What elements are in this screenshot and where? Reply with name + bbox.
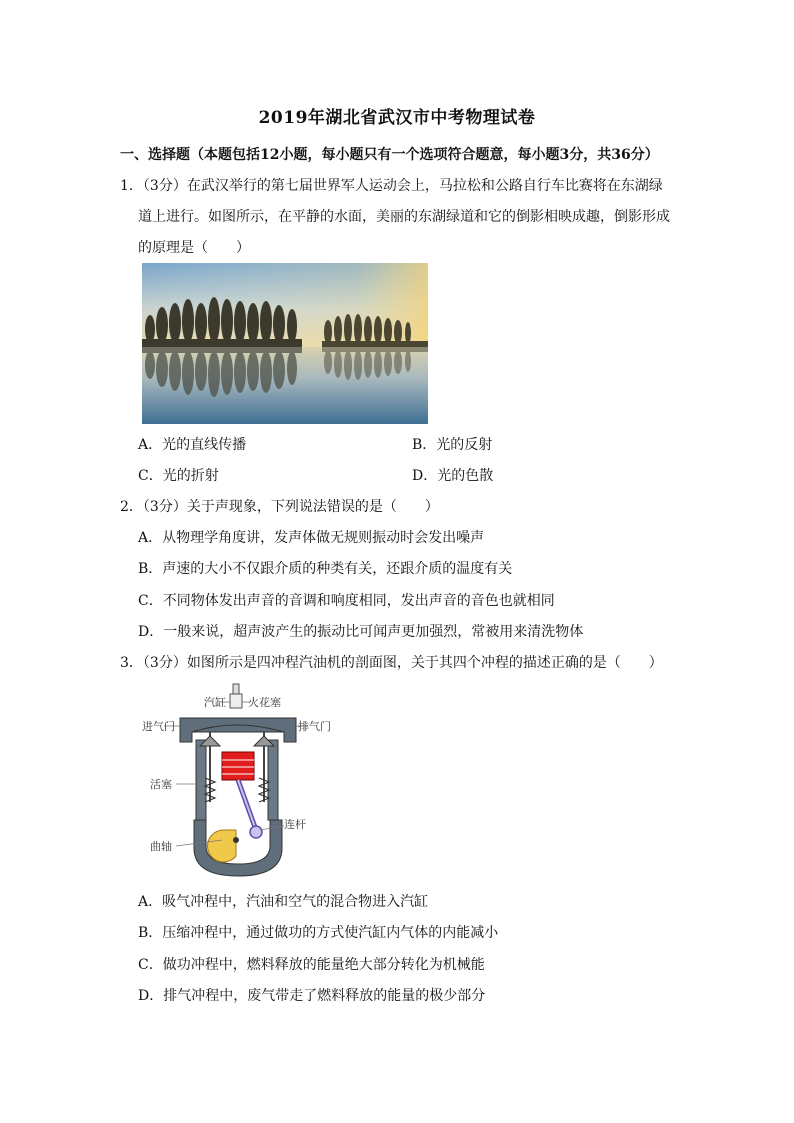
- section-heading: 一、选择题（本题包括12小题，每小题只有一个选项符合题意，每小题3分，共36分）: [120, 147, 659, 163]
- q1-line-1: 1．（3分）在武汉举行的第七届世界军人运动会上，马拉松和公路自行车比赛将在东湖绿: [120, 178, 663, 194]
- engine-diagram: [138, 680, 338, 880]
- q3-option-c: C．做功冲程中，燃料释放的能量绝大部分转化为机械能: [138, 957, 485, 973]
- q2-option-b: B．声速的大小不仅跟介质的种类有关，还跟介质的温度有关: [138, 561, 513, 577]
- q1-option-c: C．光的折射: [138, 468, 219, 484]
- q2-option-c: C．不同物体发出声音的音调和响度相同，发出声音的音色也就相同: [138, 593, 555, 609]
- label-intake-valve: 进气门: [142, 720, 175, 733]
- q2-option-a: A．从物理学角度讲，发声体做无规则振动时会发出噪声: [138, 530, 485, 546]
- q3-option-b: B．压缩冲程中，通过做功的方式使汽缸内气体的内能减小: [138, 925, 499, 941]
- q3-option-d: D．排气冲程中，废气带走了燃料释放的能量的极少部分: [138, 988, 486, 1004]
- lake-reflection-photo: [142, 263, 428, 424]
- q1-option-a: A．光的直线传播: [138, 437, 247, 453]
- q2-line-1: 2．（3分）关于声现象，下列说法错误的是（ ）: [120, 499, 439, 515]
- q3-option-a: A．吸气冲程中，汽油和空气的混合物进入汽缸: [138, 894, 429, 910]
- label-connecting-rod: 连杆: [284, 818, 306, 831]
- label-spark-plug: 火花塞: [248, 696, 281, 709]
- q1-option-d: D．光的色散: [412, 468, 494, 484]
- q1-line-3: 的原理是（ ）: [138, 240, 250, 256]
- q1-line-2: 道上进行。如图所示，在平静的水面，美丽的东湖绿道和它的倒影相映成趣，倒影形成: [138, 209, 670, 225]
- page-title: 2019年湖北省武汉市中考物理试卷: [258, 108, 536, 128]
- q1-option-b: B．光的反射: [412, 437, 493, 453]
- q2-option-d: D．一般来说，超声波产生的振动比可闻声更加强烈，常被用来清洗物体: [138, 624, 584, 640]
- label-exhaust-valve: 排气门: [298, 720, 331, 733]
- label-cylinder: 汽缸: [204, 696, 226, 709]
- label-piston: 活塞: [150, 778, 172, 791]
- q3-line-1: 3．（3分）如图所示是四冲程汽油机的剖面图，关于其四个冲程的描述正确的是（ ）: [120, 655, 663, 671]
- label-crankshaft: 曲轴: [150, 840, 172, 853]
